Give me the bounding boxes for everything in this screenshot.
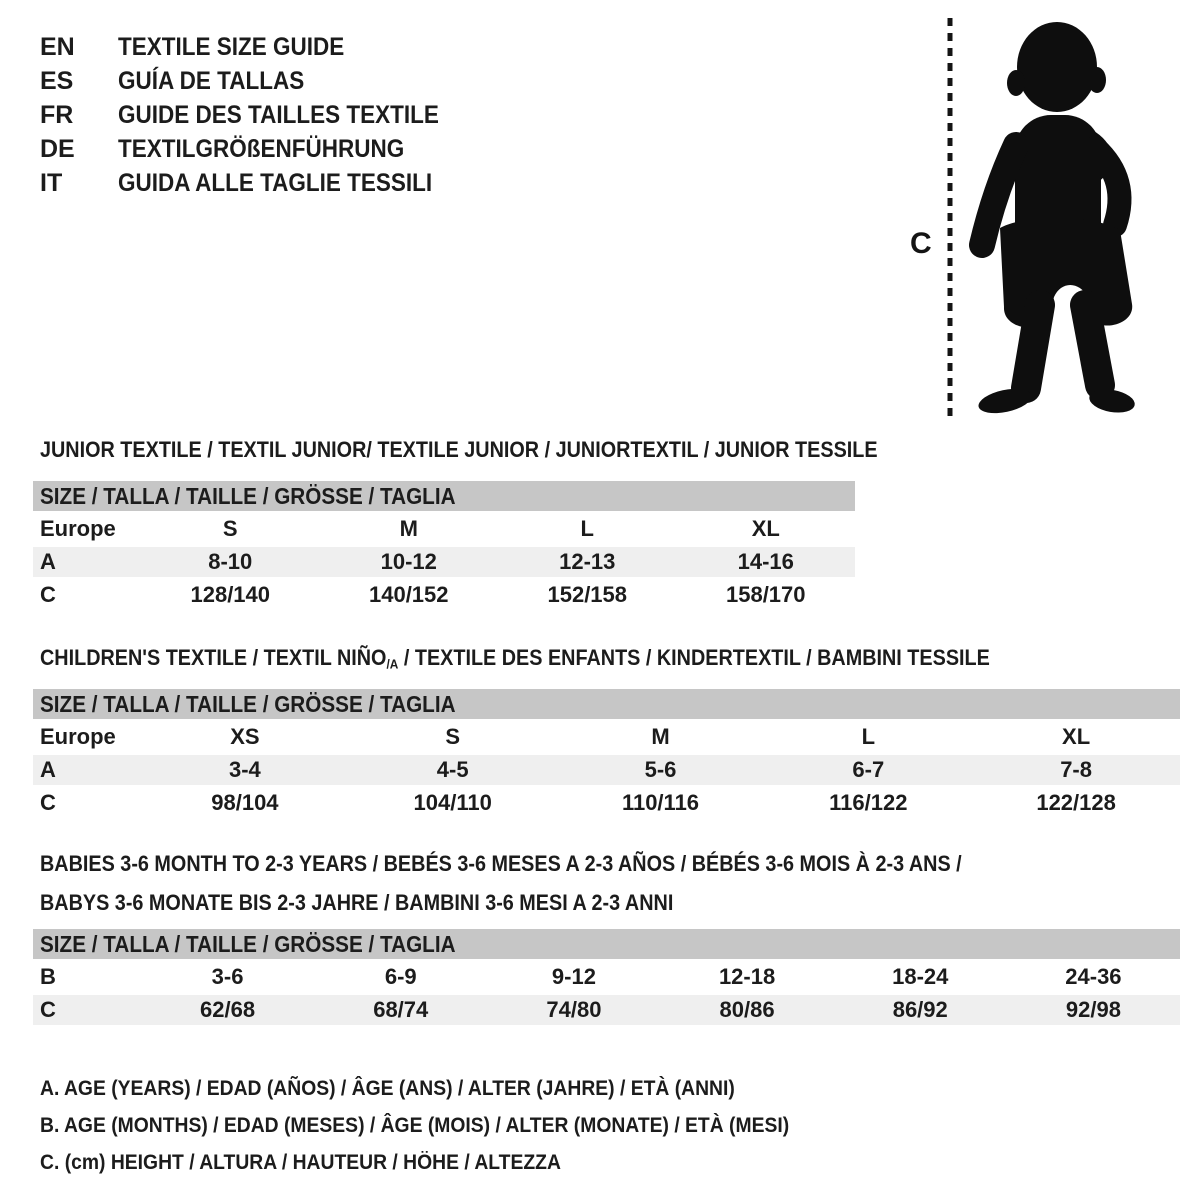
size-header-band-children bbox=[33, 689, 1180, 719]
cell-size-s: S bbox=[445, 724, 461, 749]
cell-size-m: M bbox=[399, 516, 418, 541]
language-code-es: ES bbox=[40, 67, 74, 95]
cell-age-m: 5-6 bbox=[644, 757, 677, 782]
cell-size-xl: XL bbox=[1062, 724, 1091, 749]
toddler-silhouette-icon bbox=[976, 22, 1136, 417]
row-label-a: A bbox=[40, 757, 56, 782]
row-label-europe: Europe bbox=[40, 516, 116, 541]
cell-height-l: 116/122 bbox=[829, 790, 908, 815]
cell-height-m: 140/152 bbox=[368, 582, 449, 607]
cell-size-m: M bbox=[651, 724, 670, 749]
cell-size-l: L bbox=[861, 724, 876, 749]
cell-age-l: 6-7 bbox=[852, 757, 885, 782]
legend-line-c-text: C. (cm) HEIGHT / ALTURA / HAUTEUR / HÖHE / ALTEZZA bbox=[40, 1151, 561, 1174]
legend-line-c bbox=[40, 1144, 854, 1181]
cell-size-xs: XS bbox=[230, 724, 260, 749]
babies-textile-title bbox=[40, 844, 1064, 922]
legend-line-a bbox=[40, 1070, 854, 1107]
childrens-title-before-sub: CHILDREN'S TEXTILE / TEXTIL NIÑO bbox=[40, 645, 387, 670]
cell-age-xl: 7-8 bbox=[1060, 757, 1092, 782]
language-title-de: TEXTILGRÖßENFÜHRUNG bbox=[118, 135, 405, 163]
language-row-de bbox=[40, 132, 475, 166]
cell-months-5: 18-24 bbox=[892, 964, 949, 989]
language-title-fr: GUIDE DES TAILLES TEXTILE bbox=[118, 101, 439, 129]
measure-label-c: C bbox=[910, 227, 932, 260]
language-code-en: EN bbox=[40, 33, 75, 61]
childrens-textile-title bbox=[40, 645, 1095, 677]
cell-height-4: 80/86 bbox=[719, 997, 775, 1022]
cell-age-xs: 3-4 bbox=[229, 757, 261, 782]
legend-line-b bbox=[40, 1107, 854, 1144]
cell-age-xl: 14-16 bbox=[737, 549, 794, 574]
row-label-europe: Europe bbox=[40, 724, 116, 749]
childrens-title-after-sub: / TEXTILE DES ENFANTS / KINDERTEXTIL / BAMBINI TESSILE bbox=[398, 645, 990, 670]
cell-age-s: 8-10 bbox=[208, 549, 253, 574]
size-header-text-junior: SIZE / TALLA / TAILLE / GRÖSSE / TAGLIA bbox=[40, 482, 456, 509]
language-title-es: GUÍA DE TALLAS bbox=[118, 67, 305, 95]
size-header-text-babies: SIZE / TALLA / TAILLE / GRÖSSE / TAGLIA bbox=[40, 930, 456, 957]
cell-size-l: L bbox=[580, 516, 594, 541]
table-row-babies-months bbox=[33, 962, 1180, 992]
table-row-children-age bbox=[33, 755, 1180, 785]
legend-line-b-text: B. AGE (MONTHS) / EDAD (MESES) / ÂGE (MOIS) / ALTER (MONATE) / ETÀ (MESI) bbox=[40, 1114, 790, 1137]
table-row-junior-height bbox=[33, 580, 855, 610]
language-title-list bbox=[40, 30, 475, 200]
cell-age-l: 12-13 bbox=[559, 549, 616, 574]
cell-height-xl: 122/128 bbox=[1036, 790, 1116, 815]
table-row-babies-height bbox=[33, 995, 1180, 1025]
row-label-a: A bbox=[40, 549, 56, 574]
cell-height-1: 62/68 bbox=[200, 997, 256, 1022]
childrens-textile-title-text bbox=[40, 645, 990, 677]
size-header-text-children: SIZE / TALLA / TAILLE / GRÖSSE / TAGLIA bbox=[40, 690, 456, 717]
language-row-it bbox=[40, 166, 475, 200]
size-header-band-babies bbox=[33, 929, 1180, 959]
cell-height-s: 128/140 bbox=[190, 582, 271, 607]
junior-textile-table bbox=[33, 481, 855, 613]
cell-months-4: 12-18 bbox=[718, 964, 776, 989]
childrens-title-sub: /A bbox=[386, 656, 399, 672]
cell-size-s: S bbox=[222, 516, 238, 541]
language-code-de: DE bbox=[40, 135, 75, 163]
cell-height-2: 68/74 bbox=[373, 997, 429, 1022]
cell-height-m: 110/116 bbox=[621, 790, 700, 815]
language-title-en: TEXTILE SIZE GUIDE bbox=[118, 33, 345, 61]
junior-textile-title-text: JUNIOR TEXTILE / TEXTIL JUNIOR/ TEXTILE JUNIOR / JUNIORTEXTIL / JUNIOR TESSILE bbox=[40, 437, 878, 462]
language-row-es bbox=[40, 64, 475, 98]
height-measure-figure bbox=[900, 10, 1190, 420]
measure-legend bbox=[40, 1070, 854, 1181]
cell-months-2: 6-9 bbox=[384, 964, 417, 989]
cell-height-6: 92/98 bbox=[1065, 997, 1121, 1022]
cell-size-xl: XL bbox=[751, 516, 780, 541]
row-label-c: C bbox=[40, 997, 56, 1022]
childrens-textile-table bbox=[33, 689, 1180, 821]
babies-title-line-1: BABIES 3-6 MONTH TO 2-3 YEARS / BEBÉS 3-6 MESES A 2-3 AÑOS / BÉBÉS 3-6 MOIS À 2-3 ANS / bbox=[40, 851, 962, 876]
cell-height-3: 74/80 bbox=[546, 997, 602, 1022]
cell-height-l: 152/158 bbox=[547, 582, 628, 607]
language-row-fr bbox=[40, 98, 475, 132]
cell-height-xl: 158/170 bbox=[725, 582, 806, 607]
row-label-b: B bbox=[40, 964, 56, 989]
language-code-it: IT bbox=[40, 169, 63, 197]
row-label-c: C bbox=[40, 790, 56, 815]
legend-line-a-text: A. AGE (YEARS) / EDAD (AÑOS) / ÂGE (ANS) / ALTER (JAHRE) / ETÀ (ANNI) bbox=[40, 1077, 735, 1100]
cell-height-5: 86/92 bbox=[892, 997, 948, 1022]
junior-textile-title bbox=[40, 437, 971, 463]
table-row-children-height bbox=[33, 788, 1180, 818]
language-title-it: GUIDA ALLE TAGLIE TESSILI bbox=[118, 169, 433, 197]
table-row-junior-europe bbox=[33, 514, 855, 544]
cell-months-1: 3-6 bbox=[211, 964, 244, 989]
cell-months-6: 24-36 bbox=[1065, 964, 1122, 989]
babies-title-line-2: BABYS 3-6 MONATE BIS 2-3 JAHRE / BAMBINI 3-6 MESI A 2-3 ANNI bbox=[40, 890, 674, 915]
size-header-band-junior bbox=[33, 481, 855, 511]
language-code-fr: FR bbox=[40, 101, 74, 129]
cell-height-s: 104/110 bbox=[413, 790, 492, 815]
table-row-junior-age bbox=[33, 547, 855, 577]
language-row-en bbox=[40, 30, 475, 64]
row-label-c: C bbox=[40, 582, 56, 607]
babies-textile-table bbox=[33, 929, 1180, 1028]
cell-age-m: 10-12 bbox=[380, 549, 437, 574]
table-row-children-europe bbox=[33, 722, 1180, 752]
cell-height-xs: 98/104 bbox=[211, 790, 279, 815]
cell-age-s: 4-5 bbox=[436, 757, 469, 782]
cell-months-3: 9-12 bbox=[551, 964, 596, 989]
